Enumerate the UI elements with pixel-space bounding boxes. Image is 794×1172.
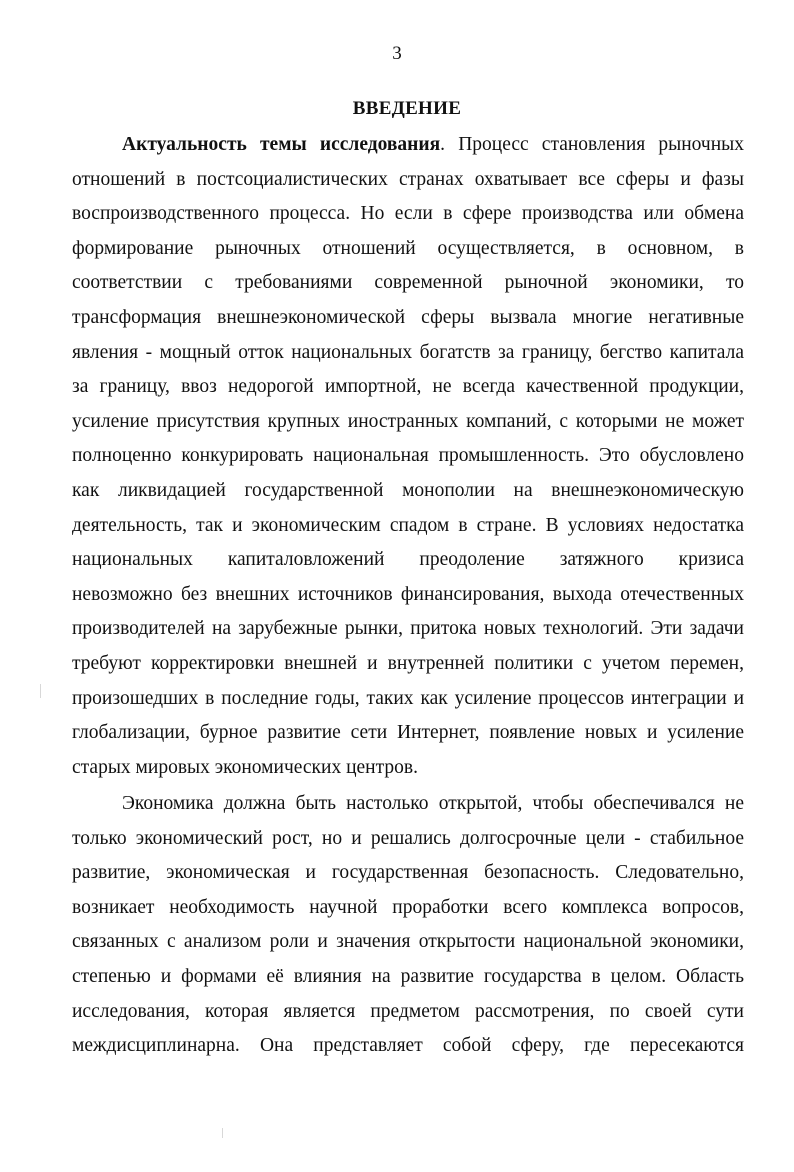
scan-artifact bbox=[222, 1128, 223, 1138]
paragraph-lead: Актуальность темы исследования bbox=[122, 134, 441, 155]
section-heading: ВВЕДЕНИЕ bbox=[352, 98, 462, 119]
paragraph-line: деятельность, так и экономическим спадом в стране. В условиях недостатка bbox=[72, 514, 744, 536]
paragraph-line: полноценно конкурировать национальная промышленность. Это обусловлено bbox=[72, 445, 744, 467]
paragraph-line: только экономический рост, но и решались долгосрочные цели - стабильное bbox=[72, 827, 744, 849]
paragraph-line: степенью и формами её влияния на развитие государства в целом. Область bbox=[72, 965, 744, 987]
page-number: 3 bbox=[392, 43, 402, 64]
paragraph-line: невозможно без внешних источников финансирования, выхода отечественных bbox=[72, 583, 744, 605]
paragraph-line: национальных капиталовложений преодоление затяжного кризиса bbox=[72, 549, 744, 571]
paragraph-line: производителей на зарубежные рынки, притока новых технологий. Эти задачи bbox=[72, 618, 744, 640]
scan-artifact bbox=[40, 684, 41, 698]
paragraph-line: отношений в постсоциалистических странах охватывает все сферы и фазы bbox=[72, 168, 744, 190]
paragraph-line: соответствии с требованиями современной рыночной экономики, то bbox=[72, 272, 744, 294]
paragraph-line: воспроизводственного процесса. Но если в сфере производства или обмена bbox=[72, 203, 744, 225]
paragraph-line: произошедших в последние годы, таких как усиление процессов интеграции и bbox=[72, 687, 744, 709]
paragraph-line: развитие, экономическая и государственная безопасность. Следовательно, bbox=[72, 862, 744, 884]
paragraph-line: как ликвидацией государственной монополии на внешнеэкономическую bbox=[72, 479, 744, 501]
paragraph-line: усиление присутствия крупных иностранных компаний, с которыми не может bbox=[72, 410, 744, 432]
paragraph-line: исследования, которая является предметом рассмотрения, по своей сути bbox=[72, 1000, 744, 1022]
paragraph-line: формирование рыночных отношений осуществляется, в основном, в bbox=[72, 237, 744, 259]
paragraph-line: междисциплинарна. Она представляет собой сферу, где пересекаются bbox=[72, 1035, 744, 1057]
paragraph-line: возникает необходимость научной проработки всего комплекса вопросов, bbox=[72, 896, 744, 918]
paragraph-relevance bbox=[72, 128, 744, 785]
paragraph-line: за границу, ввоз недорогой импортной, не всегда качественной продукции, bbox=[72, 376, 744, 398]
paragraph-line: требуют корректировки внешней и внутренней политики с учетом перемен, bbox=[72, 652, 744, 674]
paragraph-line: связанных с анализом роли и значения открытости национальной экономики, bbox=[72, 931, 744, 953]
paragraph-line: Экономика должна быть настолько открытой, чтобы обеспечивался не bbox=[122, 793, 744, 814]
paragraph-line: трансформация внешнеэкономической сферы вызвала многие негативные bbox=[72, 306, 744, 328]
paragraph-line: явления - мощный отток национальных богатств за границу, бегство капитала bbox=[72, 341, 744, 363]
paragraph-line: глобализации, бурное развитие сети Интернет, появление новых и усиление bbox=[72, 722, 744, 744]
paragraph-line: старых мировых экономических центров. bbox=[72, 756, 418, 778]
paragraph-line: Актуальность темы исследования. Процесс становления рыночных bbox=[122, 134, 744, 155]
paragraph-openness bbox=[72, 787, 744, 1064]
